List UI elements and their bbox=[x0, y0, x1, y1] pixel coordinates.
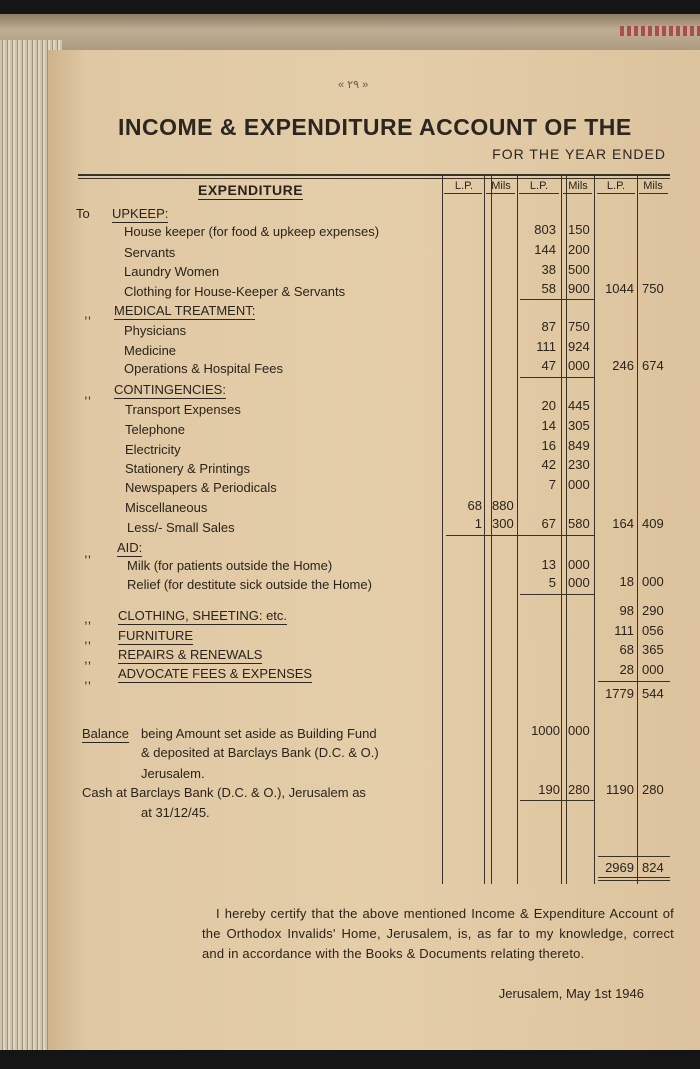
column-header: Mils bbox=[568, 180, 588, 192]
ditto-mark: ,, bbox=[84, 611, 92, 626]
line-item: Medicine bbox=[124, 343, 177, 358]
subtotal-mils: 750 bbox=[642, 281, 664, 296]
amount-mils: 000 bbox=[568, 358, 590, 373]
line-item: Telephone bbox=[125, 422, 185, 437]
sum-rule bbox=[520, 299, 594, 300]
amount-mils: 445 bbox=[568, 398, 590, 413]
ditto-mark: ,, bbox=[84, 631, 92, 646]
line-item: House keeper (for food & upkeep expenses) bbox=[124, 224, 380, 239]
grand-total-mils: 824 bbox=[642, 860, 664, 875]
amount-mils: 230 bbox=[568, 457, 590, 472]
subtotal-lp: 1044 bbox=[605, 281, 634, 296]
line-item: Milk (for patients outside the Home) bbox=[127, 558, 333, 573]
amount-lp: 7 bbox=[548, 477, 556, 492]
cash-text: Cash at Barclays Bank (D.C. & O.), Jerusalem as bbox=[82, 785, 366, 800]
section-clothing: CLOTHING, SHEETING: etc. bbox=[118, 608, 288, 623]
subtotal-lp: 164 bbox=[612, 516, 634, 531]
subtotal-mils: 365 bbox=[642, 642, 664, 657]
header-underline bbox=[486, 193, 515, 194]
column-divider bbox=[484, 176, 485, 884]
ditto-mark: ,, bbox=[84, 386, 92, 401]
header-underline bbox=[519, 193, 559, 194]
amount-lp: 1000 bbox=[531, 723, 560, 738]
subtotal-lp: 246 bbox=[612, 358, 634, 373]
amount-lp: 5 bbox=[548, 575, 556, 590]
column-divider bbox=[442, 176, 443, 884]
amount-mils: 300 bbox=[492, 516, 514, 531]
sum-rule bbox=[520, 594, 594, 595]
column-divider bbox=[637, 176, 638, 884]
total-rule bbox=[598, 856, 670, 857]
subtotal-lp: 98 bbox=[619, 603, 634, 618]
sum-rule bbox=[520, 800, 594, 801]
line-item: Physicians bbox=[124, 323, 187, 338]
ditto-mark: ,, bbox=[84, 545, 92, 560]
subtotal-mils: 409 bbox=[642, 516, 664, 531]
header-underline bbox=[563, 193, 592, 194]
ledger-page bbox=[48, 50, 700, 1050]
amount-mils: 000 bbox=[568, 557, 590, 572]
amount-lp: 47 bbox=[541, 358, 556, 373]
line-item: Newspapers & Periodicals bbox=[125, 480, 277, 495]
header-rule bbox=[78, 174, 670, 176]
amount-mils: 750 bbox=[568, 319, 590, 334]
amount-lp: 16 bbox=[541, 438, 556, 453]
amount-lp: 1 bbox=[474, 516, 482, 531]
ditto-mark: ,, bbox=[84, 306, 92, 321]
section-repairs: REPAIRS & RENEWALS bbox=[118, 647, 263, 662]
amount-lp: 190 bbox=[538, 782, 560, 797]
amount-mils: 305 bbox=[568, 418, 590, 433]
grand-total-lp: 2969 bbox=[605, 860, 634, 875]
amount-mils: 880 bbox=[492, 498, 514, 513]
sum-rule bbox=[598, 681, 670, 682]
balance-label: Balance bbox=[82, 726, 129, 741]
section-contingencies: CONTINGENCIES: bbox=[114, 382, 226, 397]
amount-mils: 000 bbox=[568, 723, 590, 738]
book-top-edge bbox=[0, 14, 700, 54]
amount-mils: 200 bbox=[568, 242, 590, 257]
line-item: Servants bbox=[124, 245, 176, 260]
subtotal-lp: 68 bbox=[619, 642, 634, 657]
amount-lp: 803 bbox=[534, 222, 556, 237]
amount-mils: 500 bbox=[568, 262, 590, 277]
column-divider bbox=[517, 176, 518, 884]
amount-lp: 20 bbox=[541, 398, 556, 413]
column-header: L.P. bbox=[606, 180, 626, 192]
amount-lp: 111 bbox=[536, 339, 556, 354]
column-divider bbox=[594, 176, 595, 884]
subtotal-lp: 28 bbox=[619, 662, 634, 677]
amount-lp: 87 bbox=[541, 319, 556, 334]
amount-mils: 924 bbox=[568, 339, 590, 354]
line-item: Less/- Small Sales bbox=[127, 520, 235, 535]
column-header: Mils bbox=[491, 180, 511, 192]
amount-mils: 000 bbox=[568, 575, 590, 590]
subtotal-mils: 000 bbox=[642, 662, 664, 677]
subtotal-mils: 000 bbox=[642, 574, 664, 589]
section-furniture: FURNITURE bbox=[118, 628, 194, 643]
amount-lp: 58 bbox=[541, 281, 556, 296]
subtotal-lp: 111 bbox=[614, 623, 634, 638]
column-header: Mils bbox=[643, 180, 663, 192]
subtotal-lp: 1190 bbox=[606, 782, 634, 797]
amount-lp: 42 bbox=[541, 457, 556, 472]
line-item: Laundry Women bbox=[124, 264, 220, 279]
section-upkeep: UPKEEP: bbox=[112, 206, 169, 221]
certification-text: I hereby certify that the above mentioned Income & Expenditure Account of the Orthodox Invalids' Home, Jerusalem, is, as far to my knowledge, correct and in accordance with the Books & Documents relating thereto. bbox=[202, 906, 674, 961]
section-medical: MEDICAL TREATMENT: bbox=[114, 303, 256, 318]
balance-text: being Amount set aside as Building Fund bbox=[141, 726, 377, 741]
ditto-mark: ,, bbox=[84, 671, 92, 686]
double-rule bbox=[598, 877, 670, 878]
amount-lp: 38 bbox=[541, 262, 556, 277]
balance-text: Jerusalem. bbox=[141, 766, 205, 781]
section-aid: AID: bbox=[117, 540, 143, 555]
page-title: INCOME & EXPENDITURE ACCOUNT OF THE bbox=[118, 114, 632, 140]
amount-lp: 13 bbox=[541, 557, 556, 572]
subtotal-mils: 674 bbox=[642, 358, 664, 373]
column-divider bbox=[566, 176, 567, 884]
running-total-mils: 544 bbox=[642, 686, 664, 701]
sum-rule bbox=[446, 535, 594, 536]
balance-text: & deposited at Barclays Bank (D.C. & O.) bbox=[141, 745, 379, 760]
amount-mils: 580 bbox=[568, 516, 590, 531]
prefix-to: To bbox=[76, 206, 90, 221]
page-number: « ٢٩ » bbox=[338, 79, 369, 91]
running-total-lp: 1779 bbox=[605, 686, 634, 701]
amount-mils: 849 bbox=[568, 438, 590, 453]
amount-mils: 900 bbox=[568, 281, 590, 296]
subtotal-mils: 280 bbox=[642, 782, 664, 797]
header-underline bbox=[444, 193, 482, 194]
line-item: Operations & Hospital Fees bbox=[124, 361, 283, 376]
line-item: Electricity bbox=[125, 442, 181, 457]
subtotal-lp: 18 bbox=[619, 574, 634, 589]
amount-lp: 14 bbox=[541, 418, 556, 433]
column-header: L.P. bbox=[529, 180, 549, 192]
amount-mils: 000 bbox=[568, 477, 590, 492]
ditto-mark: ,, bbox=[84, 651, 92, 666]
column-divider bbox=[561, 176, 562, 884]
sum-rule bbox=[520, 377, 594, 378]
subtotal-mils: 056 bbox=[642, 623, 664, 638]
double-rule bbox=[598, 880, 670, 881]
section-advocate-fees: ADVOCATE FEES & EXPENSES bbox=[118, 666, 313, 681]
amount-lp: 144 bbox=[534, 242, 556, 257]
amount-mils: 280 bbox=[568, 782, 590, 797]
expenditure-header: EXPENDITURE bbox=[198, 182, 304, 198]
amount-lp: 67 bbox=[541, 516, 556, 531]
ribbon-marker bbox=[620, 26, 700, 36]
amount-mils: 150 bbox=[568, 222, 590, 237]
subtotal-mils: 290 bbox=[642, 603, 664, 618]
header-rule-thin bbox=[78, 178, 670, 179]
header-underline bbox=[597, 193, 635, 194]
header-underline bbox=[639, 193, 668, 194]
column-header: L.P. bbox=[454, 180, 474, 192]
line-item: Relief (for destitute sick outside the Home) bbox=[127, 577, 372, 592]
line-item: Transport Expenses bbox=[125, 402, 241, 417]
line-item: Miscellaneous bbox=[125, 500, 208, 515]
amount-lp: 68 bbox=[467, 498, 482, 513]
page-subtitle: FOR THE YEAR ENDED bbox=[492, 146, 666, 162]
place-date: Jerusalem, May 1st 1946 bbox=[498, 986, 644, 1001]
line-item: Clothing for House-Keeper & Servants bbox=[124, 284, 346, 299]
cash-text: at 31/12/45. bbox=[141, 805, 210, 820]
line-item: Stationery & Printings bbox=[125, 461, 251, 476]
